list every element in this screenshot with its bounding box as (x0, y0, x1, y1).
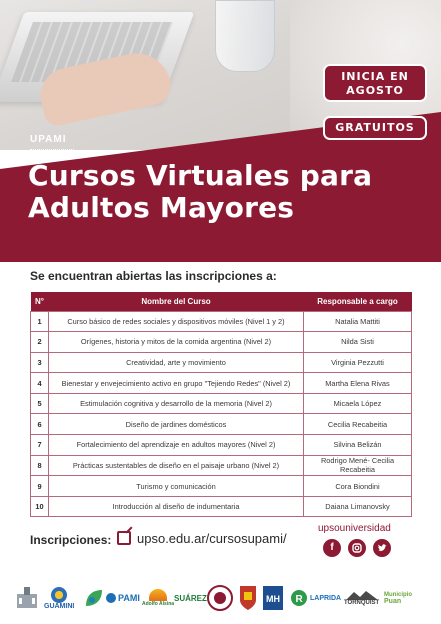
table-row (31, 393, 412, 414)
pami-mark-icon (106, 593, 116, 603)
registration-label: Inscripciones: (30, 533, 112, 547)
row-course: Diseño de jardines domésticos (49, 414, 304, 435)
header-course: Nombre del Curso (49, 292, 304, 311)
row-num: 3 (31, 352, 49, 373)
table-row (31, 455, 412, 476)
table-row (31, 373, 412, 394)
row-course: Orígenes, historia y mitos de la comida argentina (Nivel 2) (49, 332, 304, 353)
pami-logo: PAMI (106, 583, 140, 613)
row-num: 7 (31, 435, 49, 456)
table-row (31, 332, 412, 353)
row-course: Creatividad, arte y movimiento (49, 352, 304, 373)
table-row (31, 496, 412, 517)
start-date-badge: INICIA EN AGOSTO (323, 64, 427, 102)
courses-table (30, 292, 412, 517)
seal-logo (206, 583, 234, 613)
row-resp: Natalia Mattiti (304, 311, 412, 332)
row-resp: Virginia Pezzutti (304, 352, 412, 373)
row-num: 10 (31, 496, 49, 517)
svg-text:MH: MH (266, 594, 280, 604)
subtitle: Se encuentran abiertas las inscripciones a: (30, 269, 277, 283)
title-line-1: Cursos Virtuales para (28, 159, 373, 192)
social-handle: upsouniversidad (318, 523, 391, 534)
sponsor-logos (14, 583, 428, 613)
adolfo-alsina-logo: Adolfo Alsina (142, 583, 174, 613)
table-header (31, 292, 412, 311)
row-course: Fortalecimiento del aprendizaje en adultos mayores (Nivel 2) (49, 435, 304, 456)
row-resp: Rodrigo Mené- Cecilia Recabeitia (304, 455, 412, 476)
row-num: 4 (31, 373, 49, 394)
shield-logo (238, 583, 258, 613)
table-row (31, 311, 412, 332)
tornquist-logo: TORNQUIST (344, 583, 379, 613)
puan-logo: Municipio Puan (384, 591, 412, 605)
row-resp: Cora Biondini (304, 476, 412, 497)
row-course: Bienestar y envejecimiento activo en grupo "Tejiendo Redes" (Nivel 2) (49, 373, 304, 394)
edit-icon (117, 531, 131, 545)
header-resp: Responsable a cargo (304, 292, 412, 311)
alsina-mark-icon (149, 589, 167, 601)
row-course: Prácticas sustentables de diseño en el paisaje urbano (Nivel 2) (49, 455, 304, 476)
row-num: 8 (31, 455, 49, 476)
twitter-icon[interactable] (373, 539, 391, 557)
row-num: 2 (31, 332, 49, 353)
org-label: UPAMI (30, 134, 67, 145)
header-num: N° (31, 292, 49, 311)
facebook-icon[interactable]: f (323, 539, 341, 557)
table-row (31, 476, 412, 497)
glass-image (215, 0, 275, 72)
row-resp: Silvina Belizán (304, 435, 412, 456)
r-logo (290, 583, 308, 613)
table-row (31, 352, 412, 373)
row-course: Estimulación cognitiva y desarrollo de la memoria (Nivel 2) (49, 393, 304, 414)
table-row (31, 414, 412, 435)
row-course: Curso básico de redes sociales y dispositivos móviles (Nivel 1 y 2) (49, 311, 304, 332)
table-row (31, 435, 412, 456)
municipality-logo (14, 583, 40, 613)
org-underline (30, 149, 74, 150)
suarez-logo: SUÁREZ (174, 593, 207, 603)
row-num: 1 (31, 311, 49, 332)
row-num: 6 (31, 414, 49, 435)
row-resp: Martha Elena Rivas (304, 373, 412, 394)
svg-text:R: R (295, 594, 303, 605)
row-resp: Micaela López (304, 393, 412, 414)
mh-logo (262, 583, 284, 613)
leaf-logo (82, 583, 106, 613)
free-badge: GRATUITOS (323, 116, 427, 140)
row-num: 9 (31, 476, 49, 497)
registration-link[interactable]: upso.edu.ar/cursosupami/ (137, 531, 287, 546)
title-line-2: Adultos Mayores (28, 191, 295, 224)
row-resp: Daiana Limanovsky (304, 496, 412, 517)
page-title (28, 160, 372, 224)
guamini-logo: GUAMINI (44, 583, 74, 613)
row-resp: Cecilia Recabeitia (304, 414, 412, 435)
guamini-mark-icon (51, 587, 67, 603)
instagram-icon[interactable] (348, 539, 366, 557)
laprida-logo: LAPRIDA (310, 594, 342, 602)
row-resp: Nilda Sisti (304, 332, 412, 353)
row-num: 5 (31, 393, 49, 414)
row-course: Introducción al diseño de indumentaria (49, 496, 304, 517)
row-course: Turismo y comunicación (49, 476, 304, 497)
